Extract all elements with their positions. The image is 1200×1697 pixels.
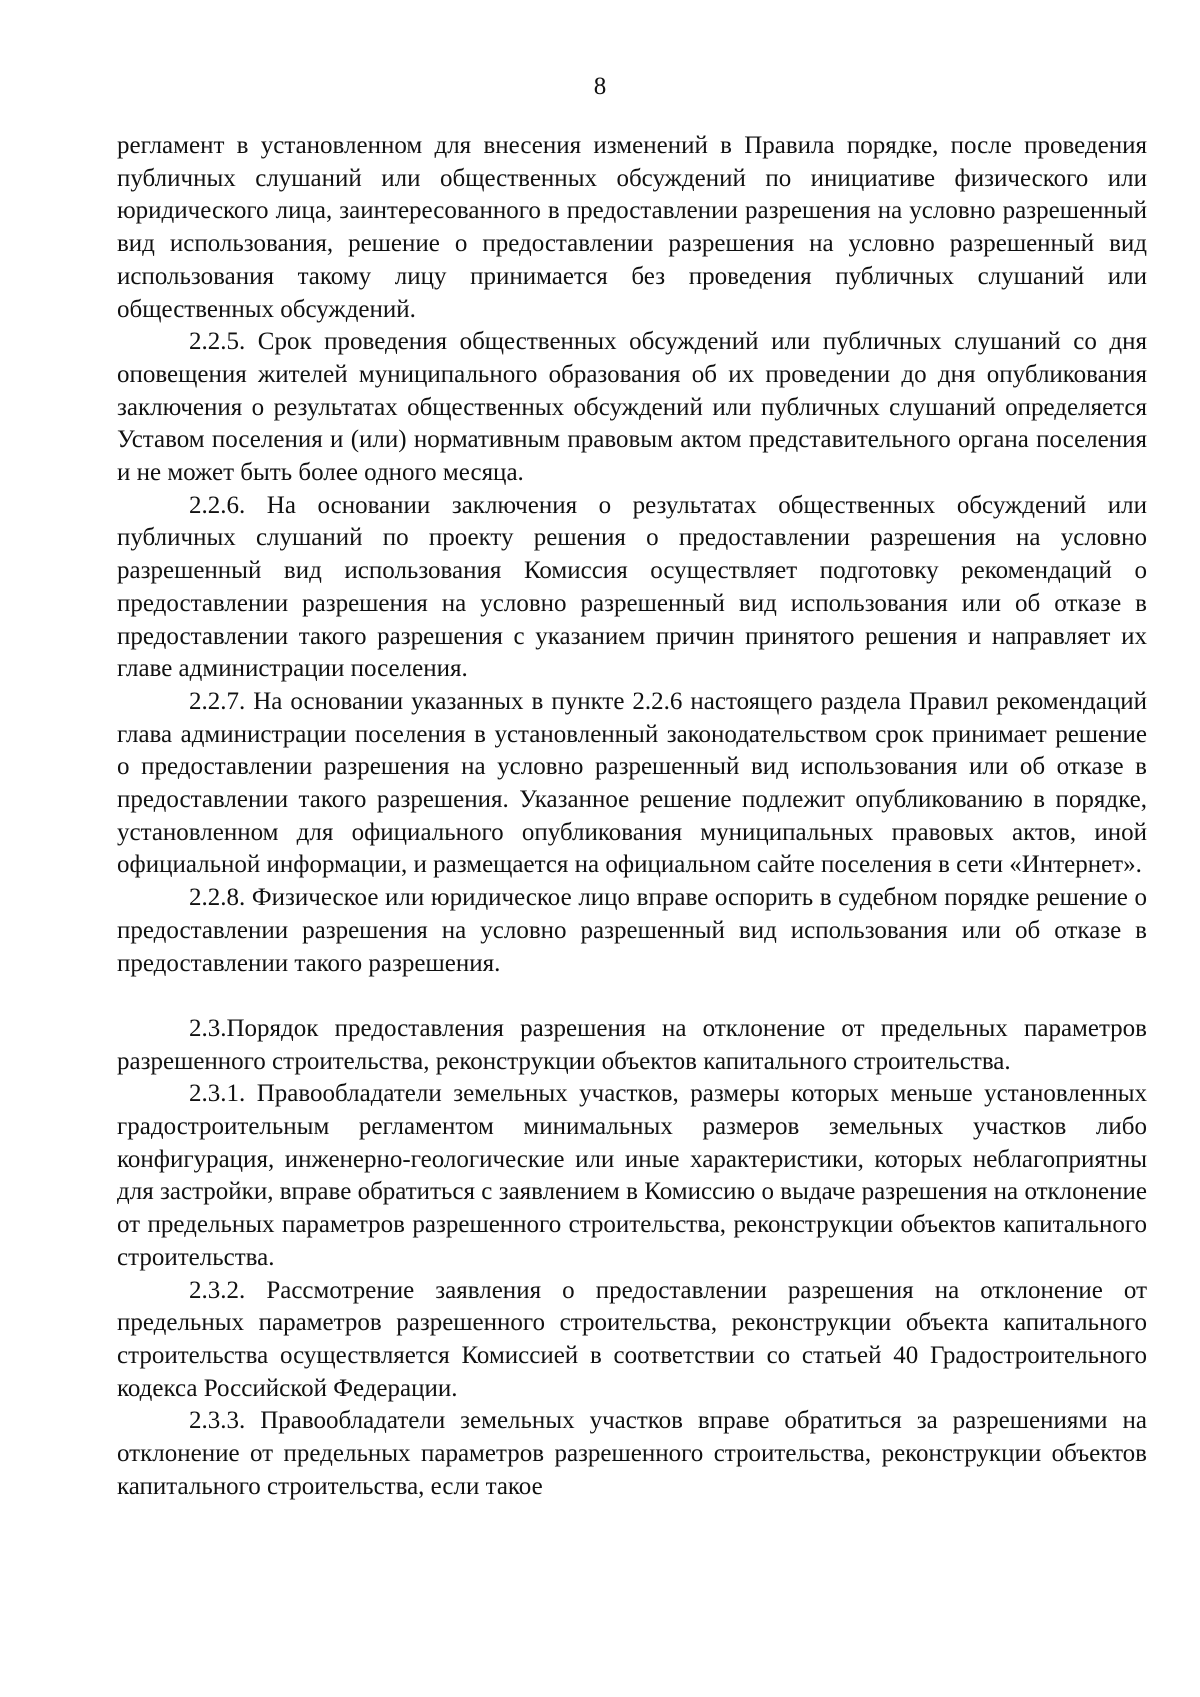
paragraph-2-3-2: 2.3.2. Рассмотрение заявления о предоставлении разрешения на отклонение от предельных параметров разрешенного строительства, реконструкции объекта капитального строительства осуществляется Комиссией в соответствии со статьей 40 Градостроительного кодекса Российской Федерации. bbox=[117, 1276, 1147, 1402]
page-number: 8 bbox=[593, 73, 607, 100]
paragraph-continuation: регламент в установленном для внесения изменений в Правила порядке, после проведения публичных слушаний или общественных обсуждений по инициативе физического или юридического лица, заинтересованного в предоставлении разрешения на условно разрешенный вид использования, решение о предоставлении разрешения на условно разрешенный вид использования такому лицу принимается без проведения публичных слушаний или общественных обсуждений. bbox=[117, 132, 1147, 323]
section-heading-2-3: 2.3.Порядок предоставления разрешения на отклонение от предельных параметров разрешенного строительства, реконструкции объектов капитального строительства. bbox=[117, 1014, 1147, 1075]
paragraph-2-3-3: 2.3.3. Правообладатели земельных участков вправе обратиться за разрешениями на отклонение от предельных параметров разрешенного строительства, реконструкции объектов капитального строительства, если такое bbox=[117, 1407, 1147, 1500]
document-body bbox=[117, 130, 1147, 1504]
paragraph-2-3-1: 2.3.1. Правообладатели земельных участков, размеры которых меньше установленных градостроительным регламентом минимальных размеров земельных участков либо конфигурация, инженерно-геологические или иные характеристики, которых неблагоприятны для застройки, вправе обратиться с заявлением в Комиссию о выдаче разрешения на отклонение от предельных параметров разрешенного строительства, реконструкции объектов капитального строительства. bbox=[117, 1080, 1147, 1271]
paragraph-2-2-8: 2.2.8. Физическое или юридическое лицо вправе оспорить в судебном порядке решение о предоставлении разрешения на условно разрешенный вид использования или об отказе в предоставлении такого разрешения. bbox=[117, 884, 1147, 977]
paragraph-2-2-7: 2.2.7. На основании указанных в пункте 2.2.6 настоящего раздела Правил рекомендаций глава администрации поселения в установленный законодательством срок принимает решение о предоставлении разрешения на условно разрешенный вид использования или об отказе в предоставлении такого разрешения. Указанное решение подлежит опубликованию в порядке, установленном для официального опубликования муниципальных правовых актов, иной официальной информации, и размещается на официальном сайте поселения в сети «Интернет». bbox=[117, 687, 1147, 879]
paragraph-2-2-6: 2.2.6. На основании заключения о результатах общественных обсуждений или публичных слушаний по проекту решения о предоставлении разрешения на условно разрешенный вид использования Комиссия осуществляет подготовку рекомендаций о предоставлении разрешения на условно разрешенный вид использования или об отказе в предоставлении такого разрешения с указанием причин принятого решения и направляет их главе администрации поселения. bbox=[117, 491, 1147, 683]
paragraph-2-2-5: 2.2.5. Срок проведения общественных обсуждений или публичных слушаний со дня оповещения жителей муниципального образования об их проведении до дня опубликования заключения о результатах общественных обсуждений или публичных слушаний определяется Уставом поселения и (или) нормативным правовым актом представительного органа поселения и не может быть более одного месяца. bbox=[117, 328, 1147, 487]
